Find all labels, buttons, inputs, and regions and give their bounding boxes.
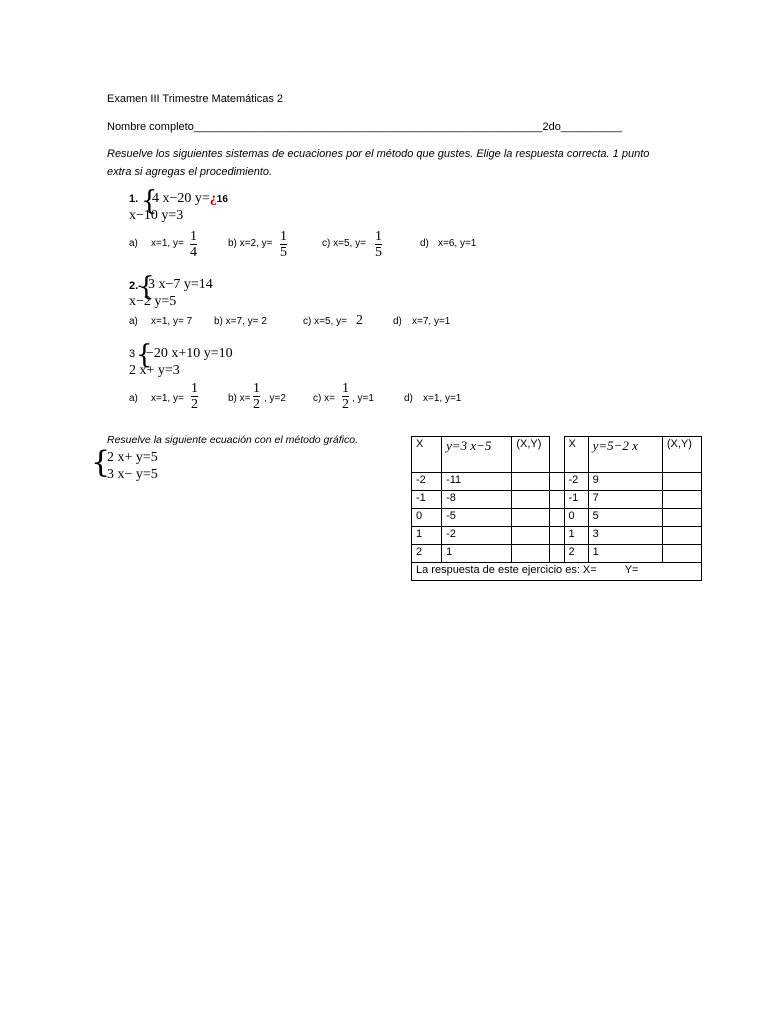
- table-cell[interactable]: [662, 509, 701, 527]
- table-cell[interactable]: [662, 473, 701, 491]
- name-field-label: Nombre completo_________________________________________________________: [107, 121, 543, 133]
- table-cell: -11: [442, 473, 512, 491]
- left-brace-icon: {: [136, 340, 153, 370]
- exam-title: Examen III Trimestre Matemáticas 2: [107, 93, 284, 105]
- answer-cell[interactable]: [412, 563, 702, 581]
- table-gap: [550, 473, 564, 491]
- table-cell[interactable]: [512, 491, 550, 509]
- name-line: [107, 121, 622, 133]
- table-cell: 9: [588, 473, 662, 491]
- table-cell: -2: [442, 527, 512, 545]
- header-equation-right: y=5−2 x: [588, 437, 662, 473]
- answer-y-label: Y=: [624, 564, 639, 576]
- option-c-text: c) x=: [313, 393, 335, 404]
- option-a-fraction: 1 4: [190, 229, 197, 260]
- option-a-label: a): [129, 316, 138, 327]
- table-gap: [550, 437, 564, 473]
- table-gap: [550, 527, 564, 545]
- header-equation-left: y=3 x−5: [442, 437, 512, 473]
- table-header-row: [412, 437, 702, 473]
- problem-1-number: 1.: [129, 193, 139, 205]
- table-cell: 2: [412, 545, 442, 563]
- option-a-text: x=1, y= 7: [151, 316, 193, 327]
- left-brace-icon: {: [141, 185, 158, 217]
- instructions-line2: extra si agregas el procedimiento.: [107, 166, 273, 178]
- option-c-value: 2: [356, 313, 363, 328]
- table-cell: -1: [564, 491, 588, 509]
- table-row: [412, 527, 702, 545]
- option-c-fraction: 1 5: [375, 229, 382, 260]
- problem-1-eq1: 4 x−20 y=¿16: [152, 191, 228, 206]
- option-a-fraction: 1 2: [191, 381, 198, 412]
- table-cell: 1: [442, 545, 512, 563]
- table-cell: 1: [588, 545, 662, 563]
- graphic-eq2: 3 x− y=5: [107, 467, 158, 482]
- table-gap: [550, 491, 564, 509]
- table-cell: -2: [564, 473, 588, 491]
- option-b-after: , y=2: [264, 393, 286, 404]
- answer-row: [412, 563, 702, 581]
- problem-2-eq1: 3 x−7 y=14: [148, 277, 213, 292]
- table-cell: 0: [412, 509, 442, 527]
- problem-2-eq2: x−2 y=5: [129, 294, 177, 309]
- table-cell: 5: [588, 509, 662, 527]
- instructions: Resuelve los siguientes sistemas de ecuaciones por el método que gustes. Elige la respuesta correcta. 1 punto: [107, 148, 650, 160]
- table-cell: 0: [564, 509, 588, 527]
- table-cell[interactable]: [662, 527, 701, 545]
- table-gap: [550, 509, 564, 527]
- table-cell[interactable]: [512, 527, 550, 545]
- option-c-after: , y=1: [352, 393, 374, 404]
- left-brace-icon: {: [138, 272, 155, 302]
- header-xy-left: (X,Y): [512, 437, 550, 473]
- table-cell: 2: [564, 545, 588, 563]
- option-a-label: a): [129, 238, 138, 249]
- graphic-eq1: 2 x+ y=5: [107, 450, 158, 465]
- option-b-text: b) x=: [228, 393, 251, 404]
- table-cell: -5: [442, 509, 512, 527]
- option-b-text: b) x=7, y= 2: [214, 316, 267, 327]
- table-row: [412, 545, 702, 563]
- problem-2-number: 2.-: [129, 280, 142, 292]
- option-c-text: c) x=5, y=: [303, 316, 347, 327]
- problem-1-eq2: x−10 y=3: [129, 208, 184, 223]
- table-cell[interactable]: [512, 509, 550, 527]
- option-c-fraction: 1 2: [342, 381, 349, 412]
- option-d-text: x=1, y=1: [423, 393, 462, 404]
- table-cell: 1: [412, 527, 442, 545]
- problem-3-eq1: −20 x+10 y=10: [146, 346, 233, 361]
- header-xy-right: (X,Y): [662, 437, 701, 473]
- option-b-fraction: 1 5: [280, 229, 287, 260]
- table-row: [412, 473, 702, 491]
- option-d-label: d): [393, 316, 402, 327]
- table-cell: 3: [588, 527, 662, 545]
- table-cell[interactable]: [662, 545, 701, 563]
- option-b-text: b) x=2, y=: [228, 238, 273, 249]
- option-d-text: x=6, y=1: [438, 238, 477, 249]
- table-cell: -2: [412, 473, 442, 491]
- table-row: [412, 509, 702, 527]
- table-cell: -1: [412, 491, 442, 509]
- option-a-text: x=1, y=: [151, 238, 184, 249]
- header-x-left: X: [412, 437, 442, 473]
- header-x-right: X: [564, 437, 588, 473]
- table-cell[interactable]: [662, 491, 701, 509]
- option-b-fraction: 1 2: [253, 381, 260, 412]
- grade-field-label: 2do__________: [542, 121, 623, 133]
- table-cell: -8: [442, 491, 512, 509]
- problem-3-eq2: 2 x+ y=3: [129, 363, 180, 378]
- table-cell[interactable]: [512, 473, 550, 491]
- table-row: [412, 491, 702, 509]
- option-d-label: d): [404, 393, 413, 404]
- table-gap: [550, 545, 564, 563]
- values-table: [411, 436, 702, 581]
- graphic-instruction: Resuelve la siguiente ecuación con el método gráfico.: [107, 434, 358, 446]
- option-a-text: x=1, y=: [151, 393, 184, 404]
- option-c-text: c) x=5, y=: [322, 238, 366, 249]
- table-cell: 1: [564, 527, 588, 545]
- problem-3-number: 3: [129, 348, 136, 360]
- option-d-text: x=7, y=1: [412, 316, 451, 327]
- option-a-label: a): [129, 393, 138, 404]
- left-brace-icon: {: [91, 445, 111, 480]
- answer-label: La respuesta de este ejercicio es: X=: [416, 564, 597, 576]
- table-cell[interactable]: [512, 545, 550, 563]
- table-cell: 7: [588, 491, 662, 509]
- option-d-label: d): [420, 238, 429, 249]
